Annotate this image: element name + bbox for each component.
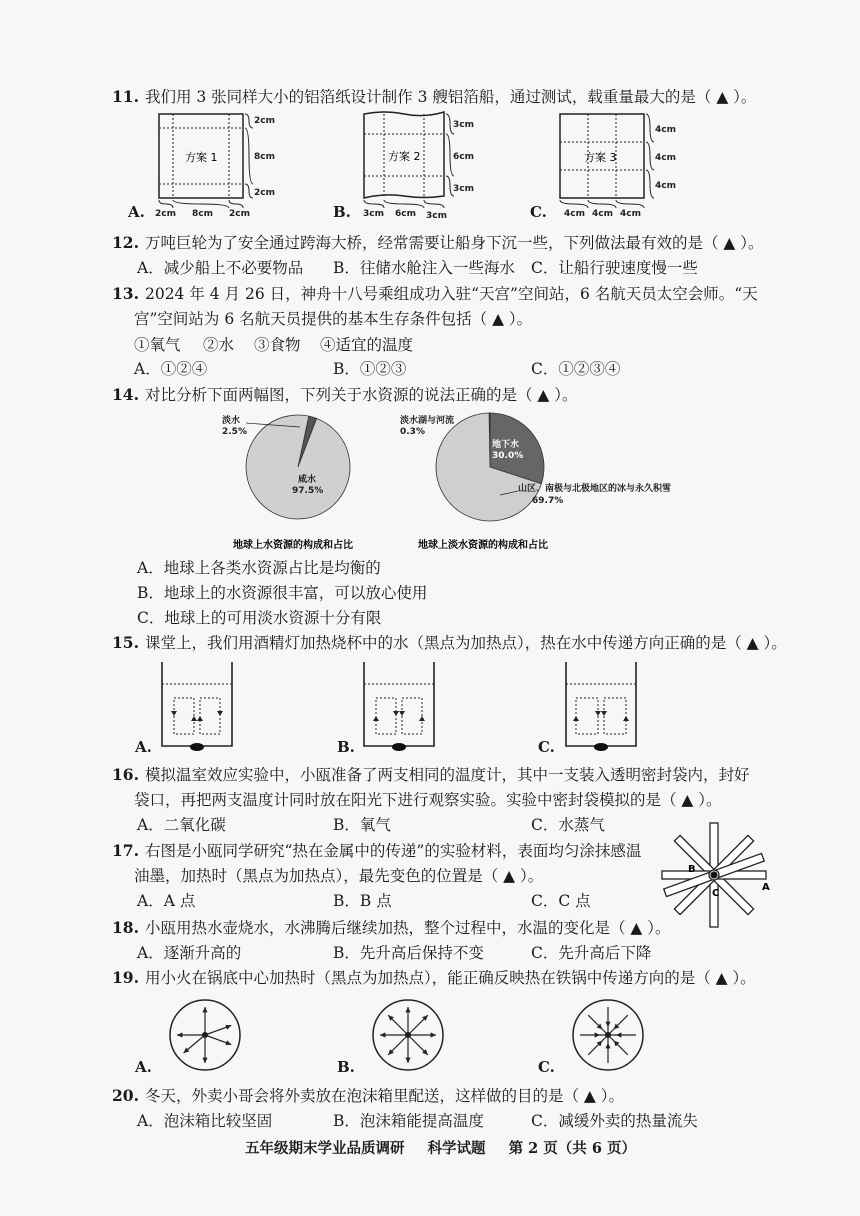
q18-option-a[interactable]: A．逐渐升高的 <box>137 944 242 962</box>
plan-c-diagram <box>556 110 686 220</box>
q15-option-b[interactable]: B. <box>337 738 355 756</box>
q13-item-3: ③食物 <box>254 336 301 354</box>
q17-option-c[interactable]: C．C 点 <box>531 892 591 910</box>
q11-option-c[interactable]: C. <box>530 203 547 221</box>
q20-option-b[interactable]: B．泡沫箱能提高温度 <box>333 1112 484 1130</box>
point-b-label: B <box>688 864 696 875</box>
metal-star-diagram <box>662 820 772 930</box>
plan-b-bottom-3: 3cm <box>426 211 447 221</box>
heat-arrow-head <box>202 1058 207 1063</box>
pie1-value-salt: 97.5% <box>292 486 324 496</box>
plan-b-diagram <box>360 110 480 220</box>
wok-diagram-a <box>160 997 250 1077</box>
plan-c-right-2: 4cm <box>655 153 676 163</box>
q11-option-a[interactable]: A. <box>128 203 145 221</box>
q11-option-b[interactable]: B. <box>333 203 351 221</box>
plan-b-right-1: 3cm <box>453 120 474 130</box>
q13-item-1: ①氧气 <box>134 336 181 354</box>
pie2-title: 地球上淡水资源的构成和占比 <box>418 540 548 551</box>
plan-a-bottom-3: 2cm <box>229 209 250 219</box>
plan-c-bottom-2: 4cm <box>592 209 613 219</box>
q13-option-a[interactable]: A．①②④ <box>134 360 208 378</box>
question-19: 19. 用小火在锅底中心加热时（黑点为加热点），能正确反映热在铁锅中传递方向的是（ ▲ ）。 <box>112 968 756 987</box>
question-17: 17. 右图是小瓯同学研究“热在金属中的传递”的实验材料，表面均匀涂抹感温 <box>112 841 642 860</box>
beaker-b <box>360 662 440 752</box>
q18-option-c[interactable]: C．先升高后下降 <box>531 944 652 962</box>
q17-line2: 油墨，加热时（黑点为加热点），最先变色的位置是（ ▲ ）。 <box>134 867 544 885</box>
heat-arrow-head <box>380 1032 385 1037</box>
pie1-label-salt: 咸水 <box>298 475 317 485</box>
plan-a-name: 方案 1 <box>185 151 218 164</box>
q15-option-c[interactable]: C. <box>538 738 555 756</box>
q14-option-a[interactable]: A．地球上各类水资源占比是均衡的 <box>137 559 381 577</box>
q19-option-b[interactable]: B. <box>337 1058 355 1076</box>
page-footer <box>245 1137 654 1158</box>
q19-option-c[interactable]: C. <box>538 1058 555 1076</box>
question-16: 16. 模拟温室效应实验中，小瓯准备了两支相同的温度计，其中一支装入透明密封袋内，封好 <box>112 765 750 784</box>
point-c-label: C <box>712 888 720 899</box>
pie2-label-lakes: 淡水湖与河流 <box>400 416 455 426</box>
question-11: 11. 我们用 3 张同样大小的铝箔纸设计制作 3 艘铝箔船，通过测试，载重量最大的是（ ▲ ）。 <box>112 87 757 106</box>
footer-page: 第 2 页（共 6 页） <box>508 1140 636 1157</box>
q14-option-b[interactable]: B．地球上的水资源很丰富，可以放心使用 <box>137 584 428 602</box>
q12-option-b[interactable]: B．往储水舱注入一些海水 <box>333 259 515 277</box>
heat-arrow-head <box>177 1032 182 1037</box>
heat-arrow-line <box>588 1035 608 1055</box>
heat-arrow-head <box>225 1025 231 1030</box>
q13-line2: 宫”空间站为 6 名航天员提供的基本生存条件包括（ ▲ ）。 <box>134 310 533 328</box>
q16-line2: 袋口，再把两支温度计同时放在阳光下进行观察实验。实验中密封袋模拟的是（ ▲ ）。 <box>134 791 722 809</box>
heat-arrow-head <box>431 1032 436 1037</box>
plan-c-right-1: 4cm <box>655 125 676 135</box>
q20-option-a[interactable]: A．泡沫箱比较坚固 <box>137 1112 273 1130</box>
pie1-label-fresh: 淡水 <box>222 416 241 426</box>
footer-grade: 五年级期末学业品质调研 <box>245 1140 405 1157</box>
plan-a-bottom-1: 2cm <box>155 209 176 219</box>
q19-option-a[interactable]: A. <box>135 1058 152 1076</box>
heat-arrow-line <box>608 1015 628 1035</box>
point-a-label: A <box>762 882 770 893</box>
plan-a-right-1: 2cm <box>254 116 275 126</box>
wok-diagram-c <box>563 997 653 1077</box>
q16-option-a[interactable]: A．二氧化碳 <box>137 816 226 834</box>
beaker-c <box>562 662 642 752</box>
pie-chart-water <box>220 405 400 555</box>
pie1-title: 地球上水资源的构成和占比 <box>233 540 353 551</box>
heat-arrow-line <box>608 1035 628 1055</box>
plan-a-bottom-2: 8cm <box>192 209 213 219</box>
plan-c-bottom-3: 4cm <box>620 209 641 219</box>
heat-arrow-head <box>202 1007 207 1012</box>
beaker-a <box>158 662 238 752</box>
q16-option-b[interactable]: B．氧气 <box>333 816 391 834</box>
heat-arrow-line <box>588 1015 608 1035</box>
q13-item-4: ④适宜的温度 <box>320 336 414 354</box>
wok-diagram-b <box>363 997 453 1077</box>
q16-option-c[interactable]: C．水蒸气 <box>531 816 605 834</box>
question-18: 18. 小瓯用热水壶烧水，水沸腾后继续加热，整个过程中，水温的变化是（ ▲ ）。 <box>112 918 671 937</box>
q20-option-c[interactable]: C．减缓外卖的热量流失 <box>531 1112 698 1130</box>
plan-a-diagram <box>155 110 275 220</box>
heat-arrow-head <box>605 1022 610 1027</box>
heat-arrow-head <box>616 1032 621 1037</box>
q12-option-c[interactable]: C．让船行驶速度慢一些 <box>531 259 698 277</box>
heat-arrow-head <box>605 1043 610 1048</box>
plan-a-right-3: 2cm <box>254 188 275 198</box>
q13-option-c[interactable]: C．①②③④ <box>531 360 621 378</box>
q17-option-a[interactable]: A．A 点 <box>137 892 196 910</box>
pie-chart-freshwater <box>400 405 672 555</box>
q18-option-b[interactable]: B．先升高后保持不变 <box>333 944 484 962</box>
plan-c-right-3: 4cm <box>655 181 676 191</box>
question-12: 12. 万吨巨轮为了安全通过跨海大桥，经常需要让船身下沉一些，下列做法最有效的是（ ▲ ）。 <box>112 233 764 252</box>
plan-b-name: 方案 2 <box>388 150 421 163</box>
q13-item-2: ②水 <box>203 336 235 354</box>
plan-b-right-2: 6cm <box>453 152 474 162</box>
heat-arrow-head <box>225 1040 231 1045</box>
question-15: 15. 课堂上，我们用酒精灯加热烧杯中的水（黑点为加热点），热在水中传递方向正确的是（ ▲ ）。 <box>112 633 787 652</box>
pie2-label-ice: 山区、南极与北极地区的冰与永久积雪 <box>518 484 672 494</box>
footer-subject: 科学试题 <box>427 1140 486 1157</box>
heat-arrow-head <box>405 1007 410 1012</box>
q12-option-a[interactable]: A．减少船上不必要物品 <box>137 259 304 277</box>
question-20: 20. 冬天，外卖小哥会将外卖放在泡沫箱里配送，这样做的目的是（ ▲ ）。 <box>112 1086 624 1105</box>
heat-arrow-head <box>595 1032 600 1037</box>
pie2-value-lakes: 0.3% <box>400 427 425 437</box>
pie2-value-ice: 69.7% <box>532 496 564 506</box>
question-14: 14. 对比分析下面两幅图，下列关于水资源的说法正确的是（ ▲ ）。 <box>112 385 578 404</box>
plan-c-name: 方案 3 <box>584 151 617 164</box>
pie-slice <box>246 415 350 519</box>
pie2-value-ground: 30.0% <box>492 451 524 461</box>
plan-b-right-3: 3cm <box>453 184 474 194</box>
pie2-label-ground: 地下水 <box>492 440 520 450</box>
plan-b-bottom-1: 3cm <box>363 209 384 219</box>
question-13: 13. 2024 年 4 月 26 日，神舟十八号乘组成功入驻“天宫”空间站，6 名航天员太空会师。“天 <box>112 284 758 303</box>
heat-arrow-head <box>405 1058 410 1063</box>
plan-b-bottom-2: 6cm <box>395 209 416 219</box>
q13-option-b[interactable]: B．①②③ <box>333 360 407 378</box>
plan-a-right-2: 8cm <box>254 152 275 162</box>
q14-option-c[interactable]: C．地球上的可用淡水资源十分有限 <box>137 609 382 627</box>
pie1-value-fresh: 2.5% <box>222 427 247 437</box>
plan-c-bottom-1: 4cm <box>564 209 585 219</box>
q15-option-a[interactable]: A. <box>135 738 152 756</box>
q17-option-b[interactable]: B．B 点 <box>333 892 392 910</box>
